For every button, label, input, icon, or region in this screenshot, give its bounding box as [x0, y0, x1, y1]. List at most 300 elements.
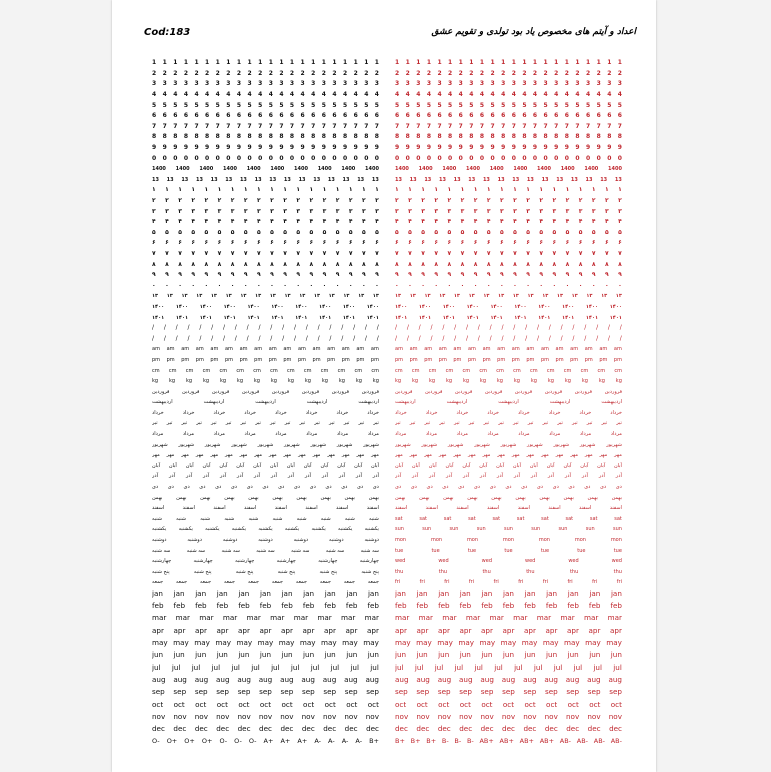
sticker-item: 1 [173, 59, 178, 67]
sticker-sheet [112, 0, 656, 772]
sticker-item: ۶ [230, 239, 235, 247]
sticker-item: ۷ [178, 249, 182, 257]
sticker-item: 0 [469, 154, 474, 162]
sticker-item: / [477, 324, 480, 332]
sticker-item: sat [565, 515, 574, 522]
sticker-item: ۱۳ [395, 293, 402, 300]
sticker-item: ۶ [257, 239, 261, 247]
sticker-item: ۹ [335, 271, 340, 279]
sticker-item: nov [395, 711, 409, 721]
sticker-item: apr [238, 625, 250, 635]
blood-type-item: A+ [280, 737, 291, 746]
sticker-item: sep [366, 687, 379, 697]
sticker-item: ۶ [165, 239, 169, 247]
sticker-row [152, 577, 379, 588]
sticker-item: ۵ [152, 228, 156, 236]
sticker-item: آذر [395, 473, 402, 480]
sticker-item: feb [416, 601, 429, 611]
sticker-item: 9 [152, 144, 157, 152]
sticker-item: pm [511, 356, 520, 363]
sticker-item: 8 [353, 133, 358, 141]
sticker-item: جمعه [199, 579, 212, 586]
sticker-item: 3 [311, 80, 316, 88]
sticker-item: خرداد [579, 409, 592, 416]
sticker-item: مهر [570, 452, 579, 459]
month-row [152, 723, 379, 735]
sticker-item: شهریور [231, 441, 247, 448]
sticker-item: jan [481, 588, 493, 598]
sticker-item: 4 [342, 91, 348, 99]
sticker-item: 2 [585, 69, 591, 77]
sticker-item: ۶ [500, 239, 504, 247]
sticker-item: ۱۴۰۱ [366, 314, 379, 321]
sticker-item: 7 [617, 122, 622, 130]
sticker-item: خرداد [152, 409, 164, 416]
sticker-item: jun [416, 650, 428, 660]
sticker-item: ۱ [605, 186, 609, 194]
sticker-item: 4 [458, 91, 463, 99]
sticker-item: sep [416, 687, 430, 697]
sticker-item: apr [395, 625, 407, 635]
sticker-item: oct [195, 699, 207, 709]
sticker-item: ۰ [204, 281, 209, 289]
blood-type-item: B+ [410, 737, 421, 746]
sticker-item: 4 [321, 91, 326, 99]
sticker-item: 1400 [466, 166, 480, 173]
sticker-item: / [364, 324, 367, 332]
sticker-item: شنبه [272, 515, 283, 522]
sticker-item: 8 [194, 133, 199, 141]
sticker-item: am [599, 346, 608, 353]
sticker-item: 7 [374, 122, 379, 130]
sticker-item: feb [459, 601, 472, 611]
sticker-item: مرداد [395, 431, 407, 438]
sticker-item: ۹ [230, 271, 235, 279]
sticker-item: jun [152, 650, 164, 660]
sticker-item: kg [428, 378, 436, 385]
month-row [395, 637, 622, 649]
sticker-item: ۸ [486, 260, 491, 268]
sticker-item: 6 [279, 112, 284, 120]
sticker-item: am [540, 346, 549, 353]
sticker-item: am [438, 346, 447, 353]
sticker-item: kg [202, 378, 210, 385]
sticker-item: ۱۴۰۱ [319, 314, 332, 321]
sticker-item: ۱۳ [343, 293, 350, 300]
sticker-item: / [536, 334, 539, 342]
sticker-item: اسفند [487, 505, 500, 512]
sticker-item: 1 [532, 59, 538, 67]
sticker-item: oct [152, 699, 164, 709]
sticker-item: مرداد [367, 431, 379, 438]
sticker-item: / [317, 334, 320, 342]
sticker-row [395, 439, 622, 450]
sticker-item: 5 [258, 101, 263, 109]
sticker-item: jan [303, 588, 315, 598]
sticker-item: ۸ [152, 260, 156, 268]
sticker-item: pm [540, 356, 549, 363]
sticker-item: 8 [617, 133, 622, 141]
sticker-item: kg [287, 378, 294, 385]
sticker-item: tue [395, 547, 404, 554]
sticker-item: / [536, 324, 539, 332]
sticker-item: 9 [311, 144, 316, 152]
sticker-item: sep [544, 687, 558, 697]
sticker-item: شنبه [296, 515, 307, 522]
sticker-item: ۰ [178, 281, 182, 289]
sticker-item: 13 [269, 176, 277, 183]
sticker-item: sep [502, 687, 515, 697]
sticker-item: ۱ [178, 186, 182, 194]
sticker-item: ۲ [421, 197, 425, 205]
sticker-item: ۴ [257, 218, 261, 226]
sticker-item: sat [395, 515, 403, 522]
sticker-item: 0 [173, 154, 178, 162]
sticker-item: am [210, 346, 219, 353]
sticker-item: ۱۳ [468, 293, 475, 300]
sticker-item: ۸ [552, 260, 557, 268]
sticker-item: am [297, 346, 306, 353]
sticker-row [152, 397, 379, 408]
sticker-item: بهمن [272, 494, 283, 501]
sticker-item: 3 [173, 80, 178, 88]
sticker-item: ۷ [565, 249, 570, 257]
sticker-item: 6 [511, 112, 516, 120]
sticker-item: 13 [342, 176, 350, 183]
sticker-item: دی [410, 484, 417, 491]
sticker-item: 1 [364, 59, 369, 67]
sticker-item: مهر [526, 452, 535, 459]
sticker-item: ۱ [460, 186, 465, 194]
sticker-item: 3 [522, 80, 527, 88]
sticker-item: ۹ [257, 271, 261, 279]
sticker-item: ۷ [243, 249, 248, 257]
sticker-item: cm [337, 367, 346, 374]
sticker-item: 8 [511, 133, 516, 141]
sticker-item: آذر [270, 473, 277, 480]
sticker-item: ۰ [152, 281, 156, 289]
sticker-item: 9 [173, 144, 178, 152]
sticker-item: مهر [438, 452, 447, 459]
sticker-item: pm [210, 356, 219, 363]
sticker-item: sat [589, 515, 598, 522]
sticker-item: ۱ [552, 186, 557, 194]
sticker-item: fri [592, 579, 598, 586]
sticker-item: 3 [268, 80, 273, 88]
sticker-item: 8 [226, 133, 231, 141]
sticker-item: 6 [448, 112, 453, 120]
sticker-item: pm [467, 356, 477, 363]
sticker-item: kg [253, 378, 260, 385]
sticker-item: 7 [522, 122, 527, 130]
sticker-item: jan [502, 588, 514, 598]
sticker-item: 4 [607, 91, 612, 99]
sticker-item: تیر [329, 420, 335, 427]
sticker-item: 5 [416, 101, 421, 109]
sticker-item: تیر [572, 420, 578, 427]
sticker-item: cm [253, 367, 261, 374]
month-row [395, 649, 622, 661]
sticker-item: jan [238, 588, 250, 598]
sticker-item: dec [237, 724, 251, 734]
sticker-item: ۵ [283, 228, 287, 236]
sticker-item: may [606, 638, 622, 648]
sticker-item: / [305, 324, 308, 332]
sticker-item: شهریور [310, 441, 327, 448]
sticker-item: ۸ [283, 260, 287, 268]
month-row [395, 588, 622, 600]
sticker-item: dec [216, 724, 230, 734]
sticker-row [152, 79, 379, 90]
sticker-row [395, 535, 622, 546]
sticker-item: ۱ [257, 186, 261, 194]
sticker-item: mon [466, 537, 479, 544]
sticker-item: ۸ [296, 260, 301, 268]
sticker-item: آبان [168, 462, 177, 469]
sticker-item: ۱۴۰۰ [295, 303, 308, 310]
sticker-item: خرداد [336, 409, 349, 416]
sticker-item: ۲ [257, 197, 261, 205]
sticker-item: ۸ [539, 260, 544, 268]
sticker-item: چهارشنبه [276, 558, 296, 565]
sticker-item: 2 [364, 69, 369, 77]
sticker-item: 13 [424, 176, 432, 183]
sticker-item: ۷ [513, 249, 517, 257]
sticker-item: jun [589, 650, 601, 660]
sticker-item: 0 [279, 154, 284, 162]
sticker-item: تیر [225, 420, 232, 427]
sticker-item: ۷ [165, 249, 169, 257]
sticker-item: am [370, 346, 379, 353]
sticker-item: 3 [575, 80, 580, 88]
sticker-item: / [329, 324, 332, 332]
sticker-item: kg [445, 378, 453, 385]
sticker-item: oct [416, 699, 428, 709]
sticker-item: 4 [532, 91, 538, 99]
sticker-item: 2 [607, 69, 612, 77]
sticker-item: sat [614, 515, 622, 522]
sticker-item: ۲ [460, 197, 465, 205]
sticker-row [395, 482, 622, 493]
sticker-item: kg [152, 378, 159, 385]
sticker-item: ۲ [500, 197, 504, 205]
sticker-item: am [254, 346, 263, 353]
sticker-item: مرداد [152, 431, 164, 438]
sticker-item: sep [323, 687, 337, 697]
sticker-item: آبان [445, 462, 454, 469]
sticker-item: 7 [321, 122, 326, 130]
sticker-item: 2 [321, 69, 326, 77]
sticker-item: / [619, 334, 622, 342]
sticker-item: 0 [364, 154, 369, 162]
sticker-item: 4 [479, 91, 485, 99]
sticker-item: ۱ [165, 186, 169, 194]
sticker-item: ۲ [408, 197, 412, 205]
sticker-item: ۹ [243, 271, 248, 279]
month-row [152, 711, 379, 723]
blood-type-item: O+ [166, 737, 178, 746]
sticker-item: 0 [585, 154, 591, 162]
sticker-item: دی [615, 484, 622, 491]
sticker-item: اسفند [152, 505, 165, 512]
sticker-item: 13 [526, 176, 534, 183]
sticker-item: ۰ [447, 281, 452, 289]
sticker-item: ۹ [591, 271, 596, 279]
sticker-row [152, 280, 379, 291]
sticker-item: 4 [564, 91, 569, 99]
sticker-item: 1400 [442, 166, 457, 173]
sticker-item: apr [588, 625, 601, 635]
sticker-item: dec [301, 724, 315, 734]
sticker-item: 2 [236, 69, 242, 77]
sticker-row [152, 461, 379, 472]
sticker-item: ۱۴۰۱ [152, 314, 165, 321]
sticker-item: oct [524, 699, 536, 709]
sticker-item: اردیبهشت [203, 399, 225, 406]
sticker-item: 0 [353, 154, 358, 162]
sticker-item: دی [442, 484, 449, 491]
sticker-item: 4 [585, 91, 591, 99]
sticker-item: fri [395, 579, 401, 586]
sticker-item: cm [563, 367, 572, 374]
month-row [152, 698, 379, 710]
month-row [395, 711, 622, 723]
sticker-item: cm [411, 367, 420, 374]
sticker-item: یکشنبه [364, 526, 379, 533]
sticker-item: ۱۴۰۰ [466, 303, 479, 310]
sticker-item: wed [524, 558, 536, 565]
sticker-item: ۳ [283, 207, 287, 215]
sticker-item: 7 [226, 122, 231, 130]
sticker-item: دی [536, 484, 544, 491]
sticker-item: دی [309, 484, 316, 491]
sticker-item: 1400 [175, 166, 190, 173]
sticker-item: oct [346, 699, 358, 709]
sticker-item: بهمن [611, 494, 622, 501]
sticker-item: ۴ [513, 218, 517, 226]
sticker-item: پنج شنبه [277, 568, 296, 575]
sticker-item: am [395, 346, 403, 353]
sticker-item: 7 [194, 122, 199, 130]
sticker-item: اسفند [609, 505, 622, 512]
sticker-item: آبان [354, 462, 363, 469]
sticker-item: / [246, 324, 249, 332]
sticker-item: 1 [448, 59, 453, 67]
sticker-row [395, 228, 622, 239]
sticker-item: apr [281, 625, 293, 635]
sticker-item: 13 [482, 176, 490, 183]
sticker-item: ۷ [309, 249, 314, 257]
sticker-item: mar [465, 613, 481, 623]
sticker-item: مهر [371, 452, 379, 459]
sticker-item: cm [371, 367, 379, 374]
sticker-item: آذر [615, 473, 622, 480]
sticker-item: jul [231, 662, 240, 672]
sticker-item: 8 [490, 133, 495, 141]
sticker-item: 6 [205, 112, 210, 120]
sticker-item: jun [238, 650, 250, 660]
sticker-item: sun [531, 526, 541, 533]
sticker-item: cm [185, 367, 194, 374]
sticker-item: ۷ [270, 249, 274, 257]
sticker-item: jul [454, 662, 464, 672]
sticker-item: مهر [210, 452, 219, 459]
sticker-item: ۷ [152, 249, 156, 257]
sticker-item: 7 [532, 122, 538, 130]
sticker-row [152, 111, 379, 122]
sticker-item: ۲ [513, 197, 517, 205]
sticker-item: 7 [183, 122, 189, 130]
sticker-item: wed [395, 558, 406, 565]
sticker-item: بهمن [176, 494, 187, 501]
sticker-item: 7 [575, 122, 580, 130]
sticker-item: پنج شنبه [361, 568, 379, 575]
sticker-item: sat [541, 515, 549, 522]
sticker-item: تیر [557, 420, 563, 427]
sticker-item: ۱۴۰۱ [247, 314, 260, 321]
sticker-item: اسفند [336, 505, 349, 512]
sticker-item: اردیبهشت [549, 399, 571, 406]
sticker-item: am [283, 346, 292, 353]
sticker-item: ۱۴۰۱ [342, 314, 356, 321]
blood-type-item: A+ [263, 737, 274, 746]
sticker-item: فروردین [604, 388, 622, 395]
sticker-item: 4 [205, 91, 210, 99]
month-row [395, 674, 622, 686]
sticker-item: / [199, 324, 202, 332]
sticker-item: pm [239, 356, 248, 363]
sticker-item: فروردین [241, 388, 260, 395]
sticker-item: ۳ [408, 207, 412, 215]
sticker-item: 6 [258, 112, 263, 120]
sticker-item: آبان [411, 462, 420, 469]
sticker-item: ۴ [500, 218, 504, 226]
sticker-item: wed [611, 558, 622, 565]
sticker-item: aug [395, 674, 409, 684]
sticker-item: 13 [210, 176, 218, 183]
sticker-item: 9 [554, 144, 559, 152]
sticker-item: ۲ [473, 197, 478, 205]
sticker-item: ۴ [309, 218, 314, 226]
sticker-item: ۸ [270, 260, 274, 268]
sticker-item: 6 [426, 112, 432, 120]
sticker-item: 0 [522, 154, 527, 162]
sticker-item: ۰ [605, 281, 609, 289]
sticker-item: ۱۴۰۱ [418, 314, 432, 321]
sticker-item: ۶ [270, 239, 274, 247]
sticker-item: oct [438, 699, 450, 709]
sticker-item: nov [608, 711, 622, 721]
sticker-item: یکشنبه [311, 526, 326, 533]
sticker-item: sep [480, 687, 494, 697]
sticker-item: ۵ [526, 228, 530, 236]
sticker-item: pm [584, 356, 593, 363]
sticker-item: thu [395, 568, 404, 575]
sticker-item: ۰ [165, 281, 169, 289]
sticker-item: ۱ [618, 186, 622, 194]
sticker-item: am [181, 346, 190, 353]
sticker-item: aug [523, 674, 537, 684]
sticker-item: دی [489, 484, 496, 491]
sticker-row [395, 259, 622, 270]
sticker-item: 5 [353, 101, 358, 109]
sticker-item: 4 [162, 91, 167, 99]
sticker-item: apr [173, 625, 186, 635]
sticker-item: مهر [541, 452, 549, 459]
sticker-item: ۵ [486, 228, 491, 236]
sticker-item: ۹ [434, 271, 439, 279]
sticker-item: ۶ [375, 239, 379, 247]
